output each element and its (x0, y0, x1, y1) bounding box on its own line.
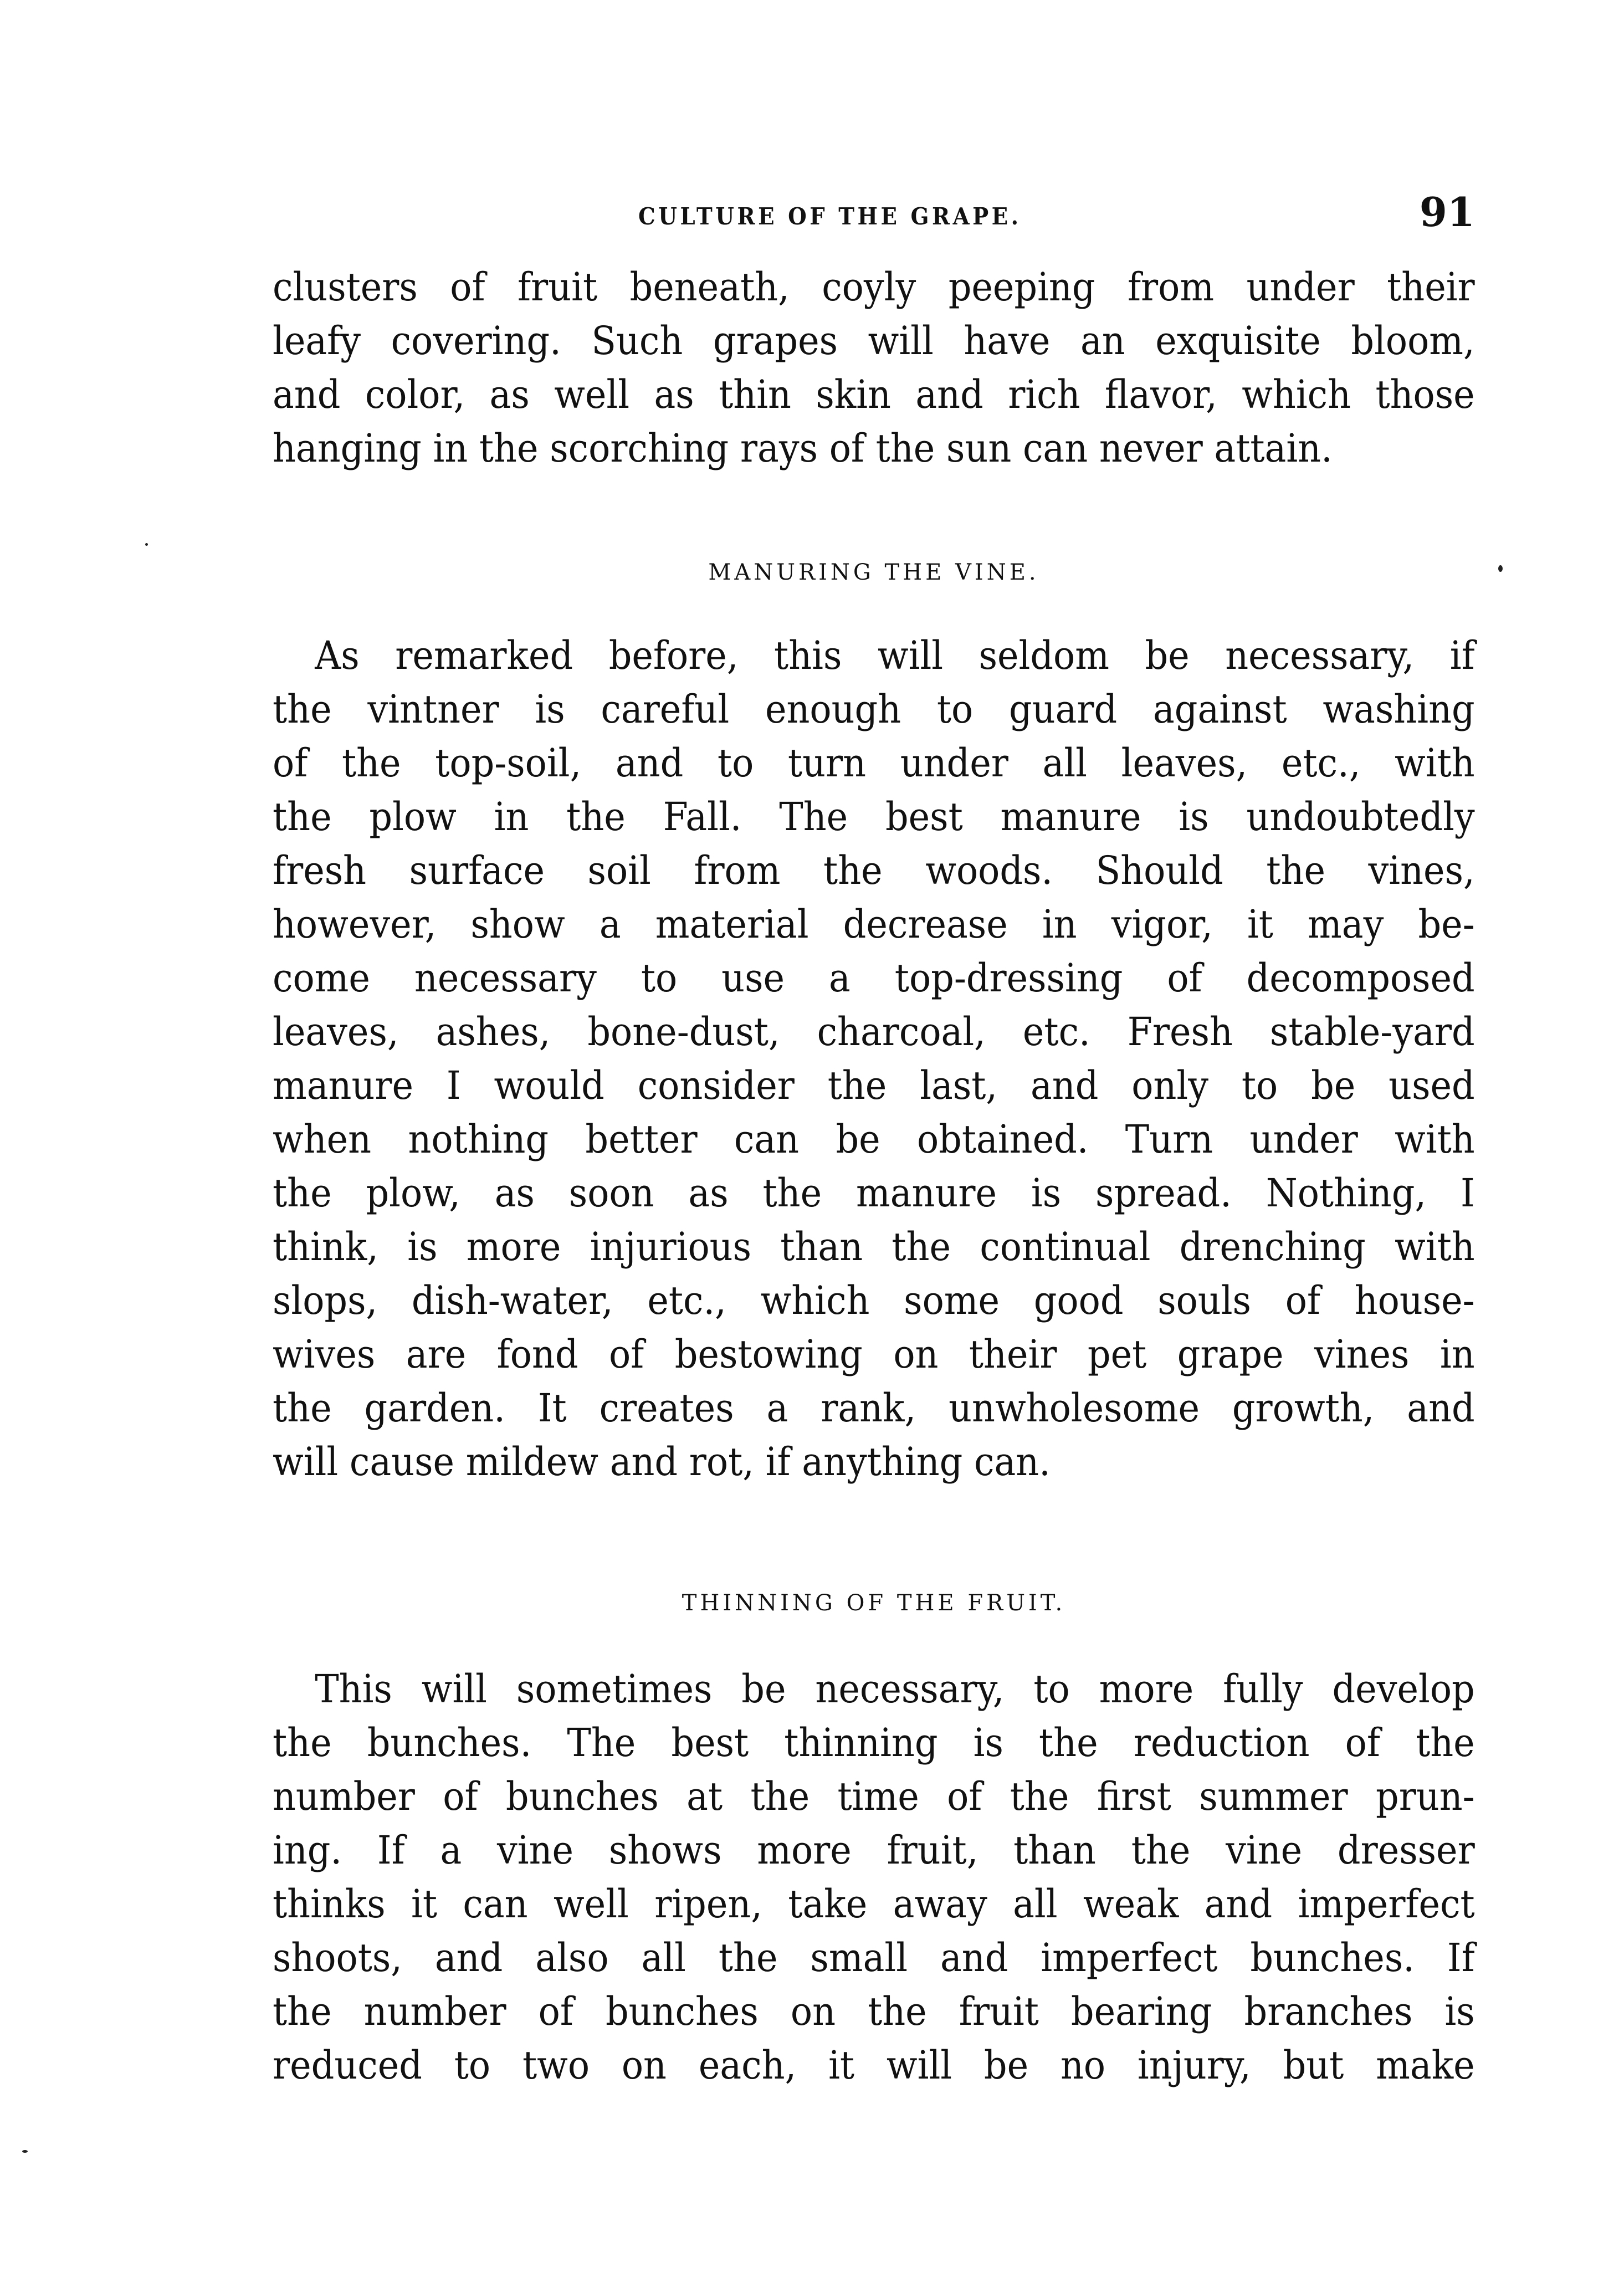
text-line: the plow, as soon as the manure is spread. Nothing, I (273, 1170, 1475, 1216)
paragraph-thinning (273, 1662, 1475, 2092)
text-line: when nothing better can be obtained. Turn under with (273, 1117, 1475, 1162)
book-page (273, 0, 1475, 2293)
text-line: ing. If a vine shows more fruit, than the vine dresser (273, 1828, 1475, 1873)
text-line: As remarked before, this will seldom be necessary, if (315, 633, 1475, 678)
text-line: hanging in the scorching rays of the sun can never attain. (273, 426, 1333, 471)
text-line: number of bunches at the time of the first summer prun- (273, 1774, 1475, 1819)
scan-speck (145, 543, 148, 546)
text-line: wives are fond of bestowing on their pet grape vines in (273, 1332, 1475, 1377)
text-line: shoots, and also all the small and imperfect bunches. If (273, 1935, 1475, 1980)
scan-speck (1498, 565, 1503, 572)
text-line: fresh surface soil from the woods. Should the vines, (273, 848, 1475, 893)
text-line: leafy covering. Such grapes will have an exquisite bloom, (273, 318, 1475, 364)
scan-speck (22, 2150, 28, 2153)
text-line: manure I would consider the last, and only to be used (273, 1063, 1475, 1108)
text-line: reduced to two on each, it will be no injury, but make (273, 2043, 1475, 2088)
text-line: come necessary to use a top-dressing of decomposed (273, 955, 1475, 1001)
text-line: the bunches. The best thinning is the reduction of the (273, 1720, 1475, 1765)
text-line: the garden. It creates a rank, unwholesome growth, and (273, 1385, 1475, 1431)
text-line: thinks it can well ripen, take away all weak and imperfect (273, 1881, 1475, 1927)
text-line: and color, as well as thin skin and rich flavor, which those (273, 372, 1475, 417)
text-line: the number of bunches on the fruit bearing branches is (273, 1989, 1475, 2034)
text-line: think, is more injurious than the continual drenching with (273, 1224, 1475, 1270)
section-heading-thinning: THINNING OF THE FRUIT. (682, 1590, 1066, 1616)
paragraph-manuring (273, 629, 1475, 1489)
text-line: the plow in the Fall. The best manure is undoubtedly (273, 794, 1475, 840)
running-title: CULTURE OF THE GRAPE. (638, 203, 1022, 230)
text-line: leaves, ashes, bone-dust, charcoal, etc. Fresh stable-yard (273, 1009, 1475, 1055)
continuation-paragraph (273, 260, 1475, 475)
text-line: slops, dish-water, etc., which some good souls of house- (273, 1278, 1475, 1323)
page-number: 91 (1419, 188, 1475, 236)
text-line: the vintner is careful enough to guard against washing (273, 687, 1475, 732)
text-line: however, show a material decrease in vigor, it may be- (273, 902, 1475, 947)
text-line: clusters of fruit beneath, coyly peeping from under their (273, 264, 1475, 310)
text-line: of the top-soil, and to turn under all leaves, etc., with (273, 740, 1475, 786)
running-head (273, 188, 1475, 238)
section-heading-manuring: MANURING THE VINE. (708, 560, 1039, 585)
text-line: This will sometimes be necessary, to more fully develop (315, 1666, 1475, 1712)
text-line: will cause mildew and rot, if anything can. (273, 1439, 1051, 1485)
